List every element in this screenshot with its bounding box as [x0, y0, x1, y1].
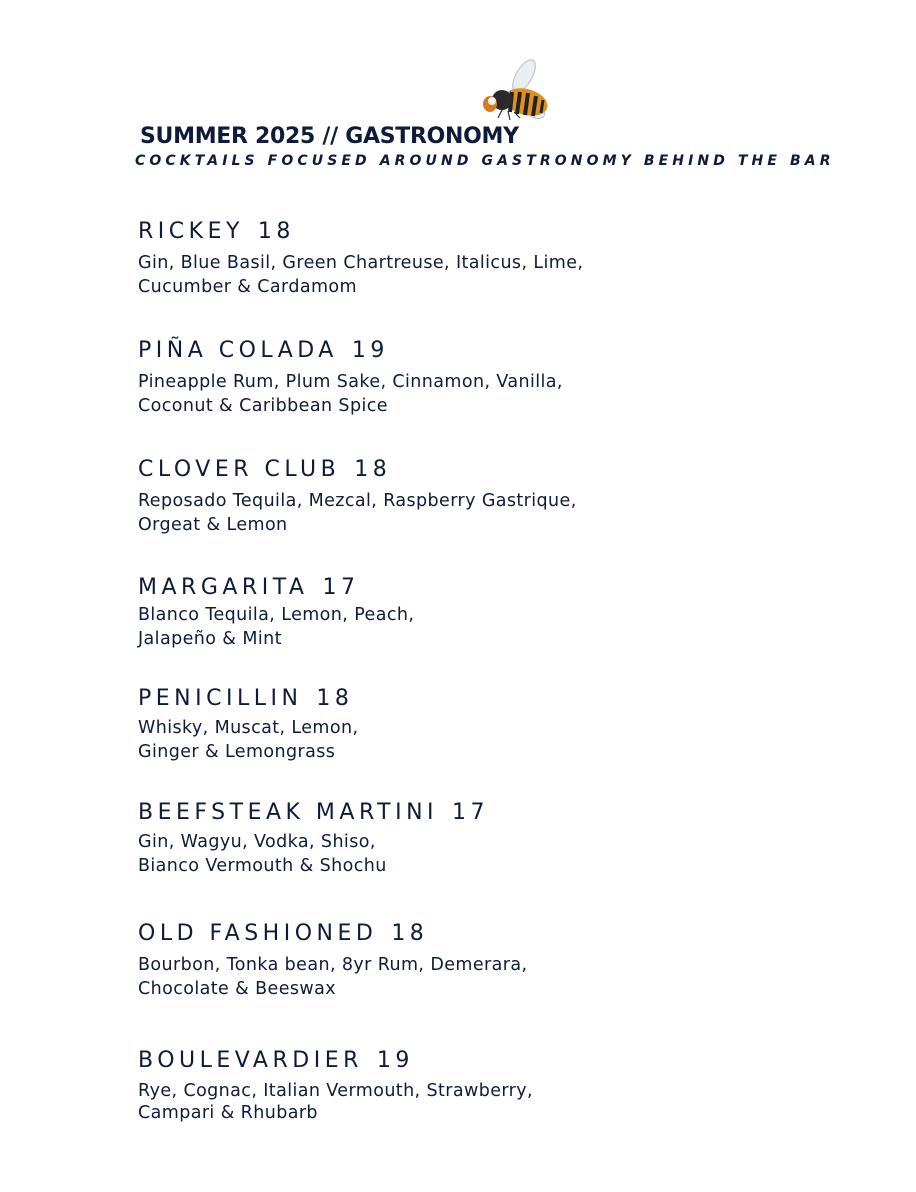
menu-item-price: 17	[452, 800, 490, 825]
description-line: Whisky, Muscat, Lemon,	[138, 718, 359, 738]
description-line: Campari & Rhubarb	[138, 1103, 318, 1123]
menu-item-name: CLOVER CLUB	[138, 457, 341, 482]
menu-item-name: BEEFSTEAK MARTINI	[138, 800, 439, 825]
description-line: Chocolate & Beeswax	[138, 979, 336, 999]
bee-icon	[480, 56, 556, 126]
menu-item-boulevardier	[138, 1048, 533, 1124]
description-line: Coconut & Caribbean Spice	[138, 396, 388, 416]
menu-item-description	[138, 603, 414, 651]
menu-item-description	[138, 953, 527, 1001]
description-line: Blanco Tequila, Lemon, Peach,	[138, 605, 415, 625]
menu-item-price: 18	[257, 219, 295, 244]
menu-item-name: PIÑA COLADA	[138, 338, 338, 363]
menu-item-description	[138, 251, 583, 299]
menu-item-title	[138, 219, 583, 245]
menu-item-name: MARGARITA	[138, 575, 309, 600]
description-line: Gin, Wagyu, Vodka, Shiso,	[138, 832, 376, 852]
description-line: Rye, Cognac, Italian Vermouth, Strawberry,	[138, 1081, 533, 1101]
menu-item-description	[138, 830, 489, 878]
menu-item-price: 19	[376, 1048, 414, 1073]
description-line: Cucumber & Cardamom	[138, 277, 357, 297]
menu-item-name: BOULEVARDIER	[138, 1048, 363, 1073]
menu-item-name: RICKEY	[138, 219, 244, 244]
menu-item-title	[138, 457, 577, 483]
menu-item-price: 18	[316, 686, 354, 711]
menu-item-title	[138, 686, 358, 712]
menu-item-clover-club	[138, 457, 577, 537]
description-line: Bourbon, Tonka bean, 8yr Rum, Demerara,	[138, 955, 528, 975]
menu-item-margarita	[138, 575, 414, 651]
menu-item-name: PENICILLIN	[138, 686, 303, 711]
menu-item-description	[138, 370, 563, 418]
menu-item-old-fashioned	[138, 921, 527, 1001]
menu-item-title	[138, 1048, 533, 1074]
menu-item-description	[138, 489, 577, 537]
menu-item-beefsteak-martini	[138, 800, 489, 878]
menu-item-title	[138, 575, 414, 601]
menu-item-penicillin	[138, 686, 358, 764]
menu-item-title	[138, 921, 527, 947]
menu-item-pina-colada	[138, 338, 563, 418]
description-line: Gin, Blue Basil, Green Chartreuse, Italicus, Lime,	[138, 253, 584, 273]
menu-item-title	[138, 800, 489, 826]
menu-item-title	[138, 338, 563, 364]
menu-item-price: 18	[391, 921, 429, 946]
description-line: Ginger & Lemongrass	[138, 742, 336, 762]
menu-item-price: 19	[351, 338, 389, 363]
page-subtitle: COCKTAILS FOCUSED AROUND GASTRONOMY BEHIND THE BAR	[135, 153, 835, 169]
menu-item-price: 18	[354, 457, 392, 482]
description-line: Reposado Tequila, Mezcal, Raspberry Gastrique,	[138, 491, 577, 511]
description-line: Pineapple Rum, Plum Sake, Cinnamon, Vanilla,	[138, 372, 563, 392]
menu-item-name: OLD FASHIONED	[138, 921, 378, 946]
page-title: SUMMER 2025 // GASTRONOMY	[140, 124, 519, 149]
description-line: Bianco Vermouth & Shochu	[138, 856, 387, 876]
menu-item-description	[138, 716, 358, 764]
description-line: Jalapeño & Mint	[138, 629, 282, 649]
menu-item-rickey	[138, 219, 583, 299]
description-line: Orgeat & Lemon	[138, 515, 288, 535]
menu-item-price: 17	[322, 575, 360, 600]
menu-item-description	[138, 1080, 533, 1124]
